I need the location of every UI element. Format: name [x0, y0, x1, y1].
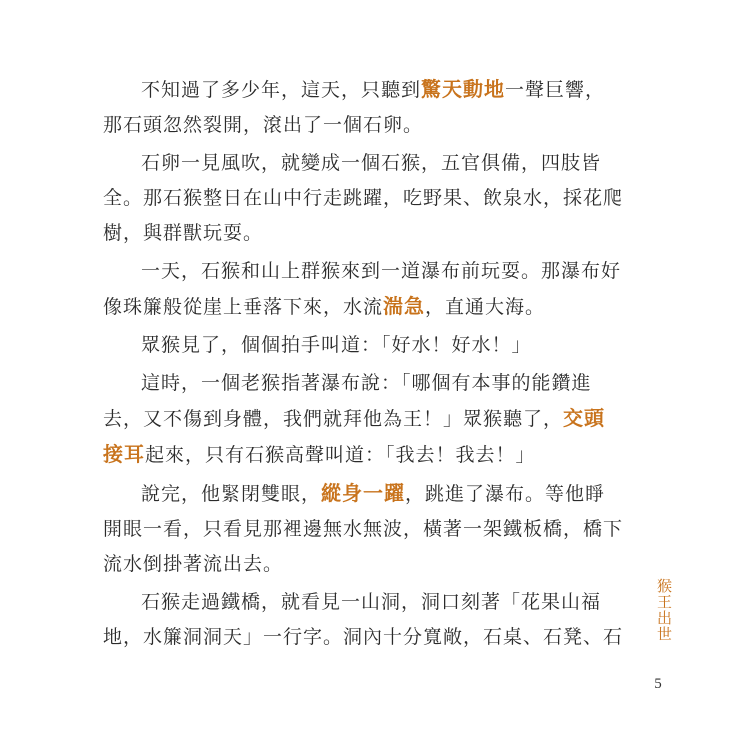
text-segment: 石卵一見風吹，就變成一個石猴，五官俱備，四肢皆全。那石猴整日在山中行走跳躍，吃野果、飲泉水，採花爬樹，與群獸玩耍。	[103, 152, 624, 244]
paragraph	[103, 146, 623, 251]
text-segment: ，直通大海。	[425, 296, 546, 318]
text-segment: 石猴走過鐵橋，就看見一山洞，洞口刻著「花果山福地，水簾洞洞天」一行字。洞內十分寬敞，石桌、石凳、石	[103, 591, 624, 648]
chapter-side-title: 猴王出世	[655, 578, 673, 642]
paragraph	[103, 476, 623, 582]
highlighted-phrase: 縱身一躍	[321, 481, 406, 505]
paragraph	[103, 585, 623, 655]
text-segment: ，跳進了瀑布。等他睜開眼一看，只看見那裡邊無水無波，橫著一架鐵板橋，橋下流水倒掛著流出去。	[103, 483, 624, 575]
text-segment: 眾猴見了，個個拍手叫道：「好水！好水！」	[141, 334, 532, 356]
text-segment: 不知過了多少年，這天，只聽到	[141, 79, 422, 101]
paragraph	[103, 366, 623, 473]
paragraph	[103, 328, 623, 363]
paragraph	[103, 254, 623, 325]
text-segment: 說完，他緊閉雙眼，	[141, 483, 322, 505]
text-segment: 一天，石猴和山上群猴來到一道瀑布前玩耍。那瀑布好像珠簾般從崖上垂落下來，水流	[103, 260, 622, 318]
highlighted-phrase: 交頭接耳	[103, 406, 606, 466]
paragraph	[103, 72, 623, 143]
text-segment: 起來，只有石猴高聲叫道：「我去！我去！」	[145, 444, 536, 466]
highlighted-phrase: 驚天動地	[421, 77, 506, 101]
page-number: 5	[654, 676, 662, 692]
story-text	[103, 72, 623, 658]
text-segment: 一聲巨響，那石頭忽然裂開，滾出了一個石卵。	[103, 79, 606, 136]
text-segment: 這時，一個老猴指著瀑布說：「哪個有本事的能鑽進去，又不傷到身體，我們就拜他為王！」眾猴聽了，	[103, 372, 592, 430]
highlighted-phrase: 湍急	[383, 294, 426, 318]
